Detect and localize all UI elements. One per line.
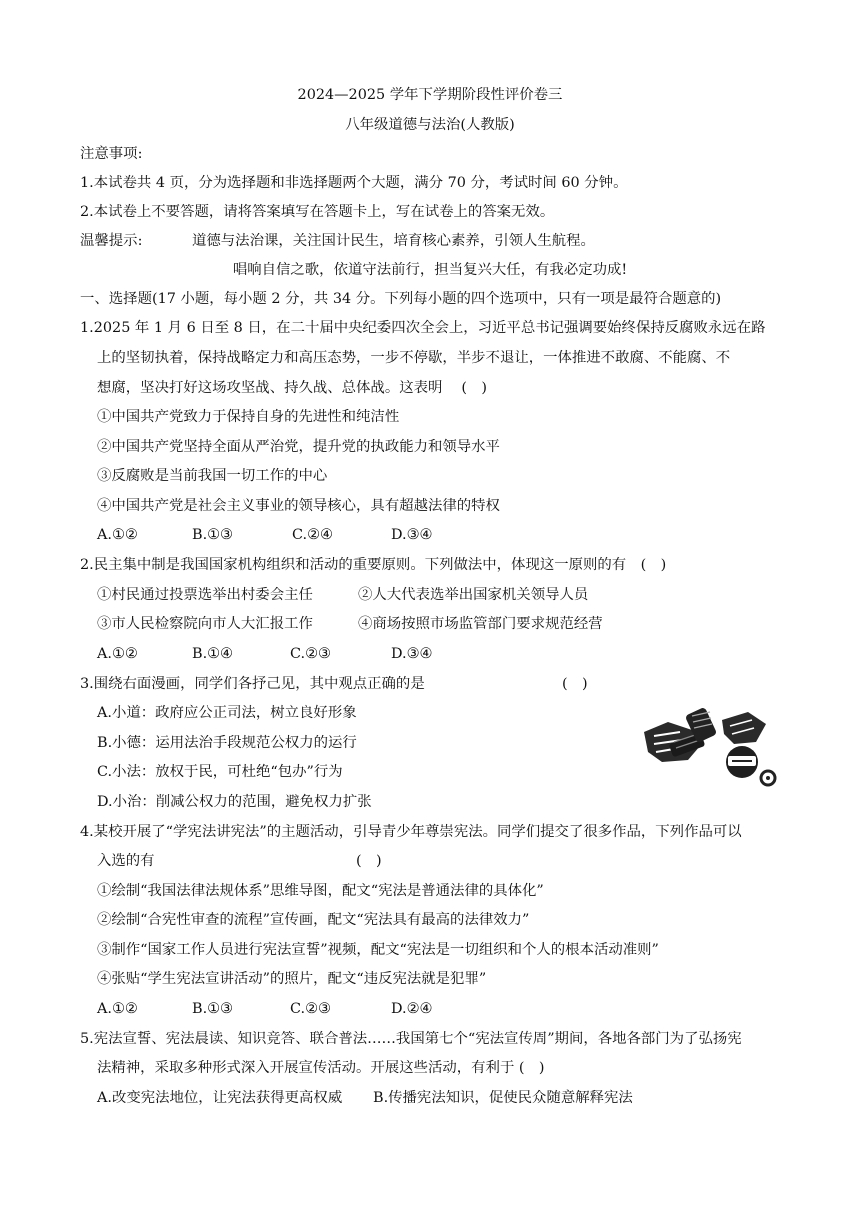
- q1-statement-4: ④中国共产党是社会主义事业的领导核心，具有超越法律的特权: [97, 498, 500, 514]
- q2-option-b: B.①④: [192, 646, 233, 662]
- q2-stem: 2.民主集中制是我国国家机构组织和活动的重要原则。下列做法中，体现这一原则的有 ( ): [80, 557, 667, 573]
- q4-statement-1: ①绘制“我国法律法规体系”思维导图，配文“宪法是普通法律的具体化”: [97, 883, 544, 899]
- q2-statement-1: ①村民通过投票选举出村委会主任: [97, 587, 313, 603]
- q4-option-c: C.②③: [290, 1001, 331, 1017]
- q4-statement-4: ④张贴“学生宪法宣讲活动”的照片，配文“违反宪法就是犯罪”: [97, 971, 487, 987]
- q1-stem-line-3: 想腐，坚决打好这场攻坚战、持久战、总体战。这表明 ( ): [97, 380, 487, 396]
- exam-subtitle: 八年级道德与法治(人教版): [345, 117, 515, 133]
- q1-option-b: B.①③: [192, 527, 233, 543]
- tip-line-2: 唱响自信之歌，依道守法前行，担当复兴大任，有我必定功成!: [232, 262, 628, 278]
- q3-stem: 3.围绕右面漫画，同学们各抒己见，其中观点正确的是: [80, 676, 425, 692]
- q4-stem-line-2: 入选的有: [97, 853, 155, 869]
- q1-option-a: A.①②: [97, 527, 138, 543]
- q5-stem-line-1: 5.宪法宣誓、宪法晨读、知识竞答、联合普法……我国第七个“宪法宣传周”期间，各地各部门为了弘扬宪: [80, 1031, 742, 1047]
- notice-heading: 注意事项:: [80, 146, 143, 162]
- q4-option-a: A.①②: [97, 1001, 138, 1017]
- q3-option-c: C.小法：放权于民，可杜绝“包办”行为: [97, 764, 343, 780]
- q5-option-a: A.改变宪法地位，让宪法获得更高权威: [97, 1090, 343, 1106]
- q1-statement-2: ②中国共产党坚持全面从严治党，提升党的执政能力和领导水平: [97, 439, 500, 455]
- q4-stem-line-1: 4.某校开展了“学宪法讲宪法”的主题活动，引导青少年尊崇宪法。同学们提交了很多作品，下列作品可以: [80, 824, 742, 840]
- notice-item-1: 1.本试卷共 4 页，分为选择题和非选择题两个大题，满分 70 分，考试时间 60 分钟。: [80, 175, 628, 191]
- q5-stem-line-2: 法精神，采取多种形式深入开展宣传活动。开展这些活动，有利于 ( ): [97, 1060, 545, 1076]
- tip-label: 温馨提示:: [80, 233, 143, 249]
- q1-stem-line-2: 上的坚韧执着，保持战略定力和高压态势，一步不停歇，半步不退让，一体推进不敢腐、不能腐、不: [97, 350, 731, 366]
- q2-option-d: D.③④: [391, 646, 433, 662]
- q3-cartoon-image: [640, 702, 780, 794]
- q3-answer-paren: ( ): [562, 676, 588, 692]
- q2-statement-2: ②人大代表选举出国家机关领导人员: [358, 587, 589, 603]
- q2-statement-4: ④商场按照市场监管部门要求规范经营: [358, 616, 603, 632]
- section-heading: 一、选择题(17 小题，每小题 2 分，共 34 分。下列每小题的四个选项中，只有一项是最符合题意的): [80, 291, 722, 307]
- q4-option-d: D.②④: [391, 1001, 433, 1017]
- q2-option-a: A.①②: [97, 646, 138, 662]
- q4-statement-2: ②绘制“合宪性审查的流程”宣传画，配文“宪法具有最高的法律效力”: [97, 912, 530, 928]
- q2-option-c: C.②③: [290, 646, 331, 662]
- q4-statement-3: ③制作“国家工作人员进行宪法宣誓”视频，配文“宪法是一切组织和个人的根本活动准则”: [97, 942, 659, 958]
- hand-right-icon: [722, 712, 775, 785]
- q4-option-b: B.①③: [192, 1001, 233, 1017]
- q1-statement-3: ③反腐败是当前我国一切工作的中心: [97, 468, 328, 484]
- tip-line-1: 道德与法治课，关注国计民生，培育核心素养，引领人生航程。: [192, 233, 595, 249]
- q3-option-a: A.小道：政府应公正司法，树立良好形象: [97, 705, 357, 721]
- q1-option-d: D.③④: [391, 527, 433, 543]
- q1-stem-line-1: 1.2025 年 1 月 6 日至 8 日，在二十届中央纪委四次全会上，习近平总书记强调要始终保持反腐败永远在路: [80, 320, 766, 336]
- q3-option-b: B.小德：运用法治手段规范公权力的运行: [97, 735, 357, 751]
- q2-statement-3: ③市人民检察院向市人大汇报工作: [97, 616, 313, 632]
- exam-title: 2024—2025 学年下学期阶段性评价卷三: [297, 87, 563, 103]
- q4-answer-paren: ( ): [356, 853, 382, 869]
- q5-option-b: B.传播宪法知识，促使民众随意解释宪法: [373, 1090, 633, 1106]
- q1-statement-1: ①中国共产党致力于保持自身的先进性和纯洁性: [97, 409, 400, 425]
- q3-option-d: D.小治：削减公权力的范围，避免权力扩张: [97, 794, 372, 810]
- q1-option-c: C.②④: [292, 527, 333, 543]
- notice-item-2: 2.本试卷上不要答题，请将答案填写在答题卡上，写在试卷上的答案无效。: [80, 204, 555, 220]
